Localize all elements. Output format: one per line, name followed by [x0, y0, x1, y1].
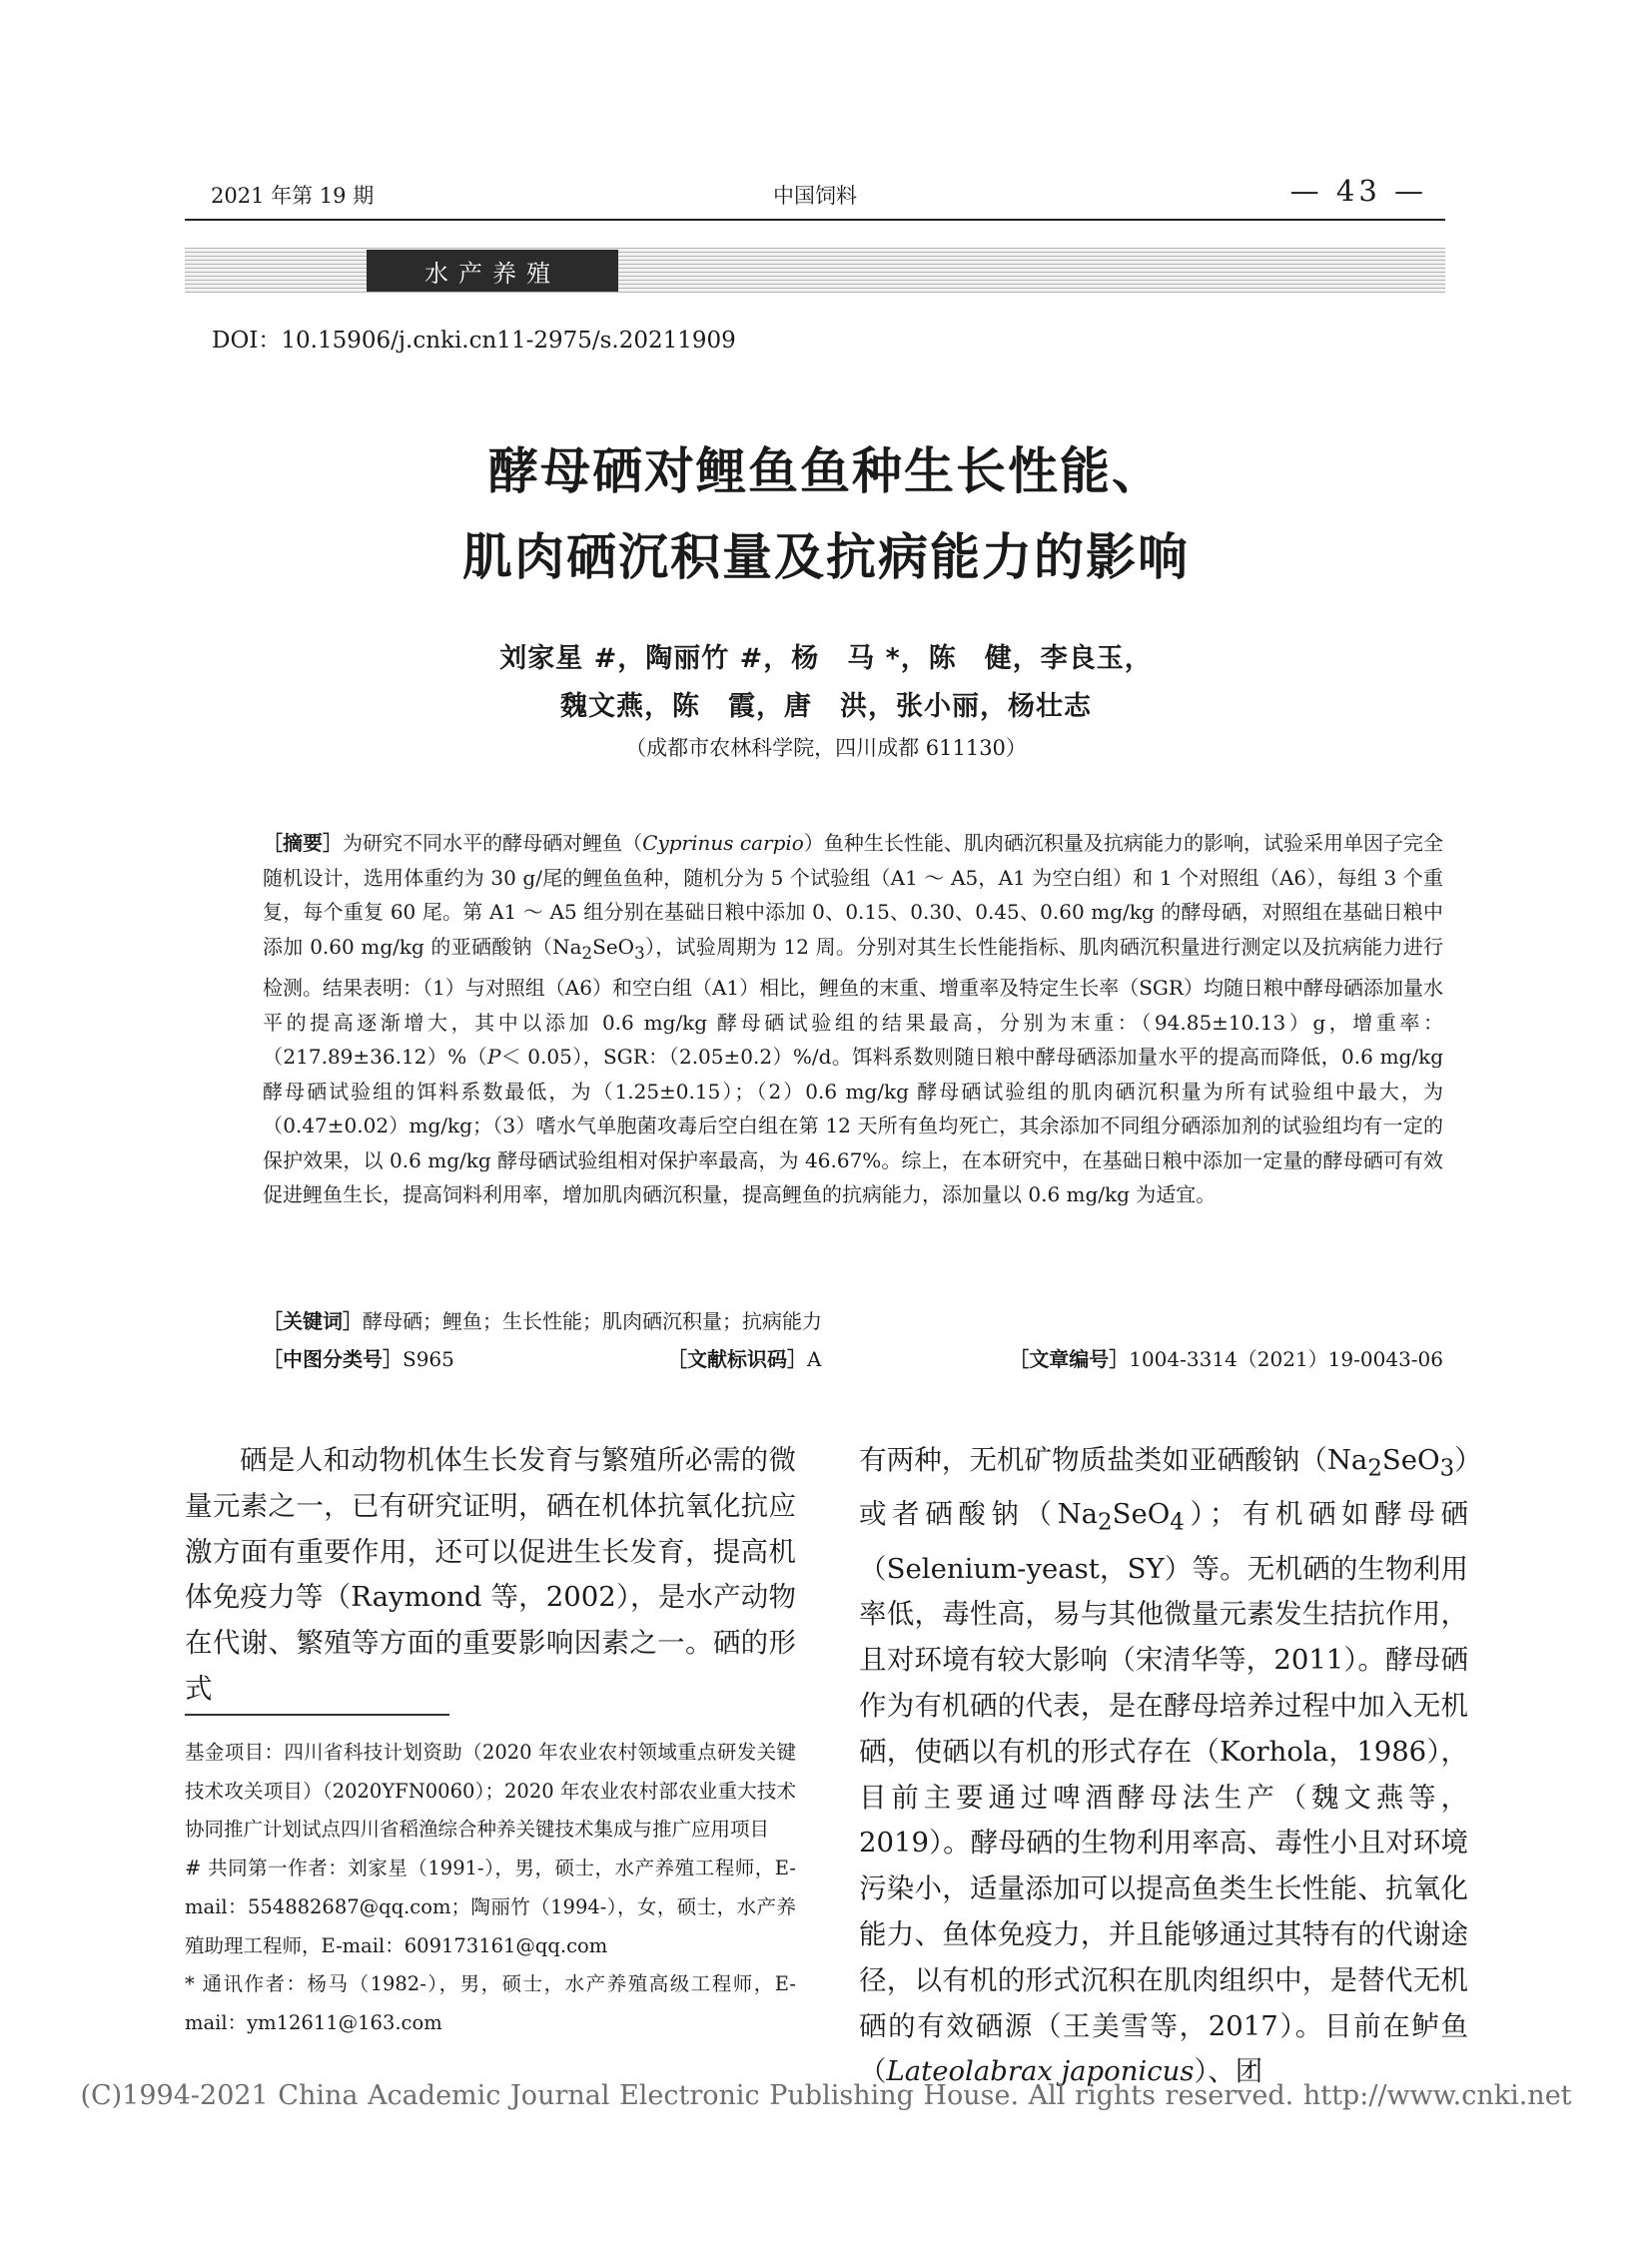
- abstract-text: 为研究不同水平的酵母硒对鲤鱼（: [343, 831, 643, 855]
- body-left-column: [185, 1438, 796, 1713]
- footnote-first-author: # 共同第一作者：刘家星（1991-），男，硕士，水产养殖工程师，E-mail：554882687@qq.com；陶丽竹（1994-），女，硕士，水产养殖助理工程师，E-mail：609173161@qq.com: [185, 1857, 796, 1957]
- doi: DOI：10.15906/j.cnki.cn11-2975/s.20211909: [212, 328, 736, 354]
- document-code-value: A: [807, 1347, 822, 1371]
- clc-number: [263, 1343, 454, 1372]
- article-number: [1009, 1343, 1443, 1372]
- subscript: 3: [634, 943, 645, 963]
- body-text: SeO: [1381, 1444, 1440, 1476]
- subscript: 3: [1439, 1455, 1455, 1482]
- article-number-value: 1004-3314（2021）19-0043-06: [1129, 1347, 1443, 1371]
- issue-label: 2021 年第 19 期: [211, 184, 375, 208]
- keywords-text: 酵母硒；鲤鱼；生长性能；肌肉硒沉积量；抗病能力: [363, 1309, 822, 1333]
- p-symbol: P: [487, 1045, 501, 1069]
- footnote-rule: [185, 1714, 449, 1716]
- section-label: 水产养殖: [367, 250, 618, 292]
- document-code: [667, 1343, 821, 1372]
- subscript: 2: [581, 943, 593, 963]
- header-rule: [185, 219, 1445, 221]
- body-text: ）；有机硒如酵母硒（Selenium-yeast，SY）等。无机硒的生物利用率低，毒性高，易与其他微量元素发生拮抗作用，且对环境有较大影响（宋清华等，2011）。酵母硒作为有机硒的代表，是在酵母培养过程中加入无机硒，使硒以有机的形式存在（Korhola，1986），目前主要通过啤酒酵母法生产（魏文燕等，2019）。酵母硒的生物利用率高、毒性小且对环境污染小，适量添加可以提高鱼类生长性能、抗氧化能力、鱼体免疫力，并且能够通过其特有的代谢途径，以有机的形式沉积在肌肉组织中，是替代无机硒的有效硒源（王美雪等，2017）。目前在鲈鱼（: [859, 1498, 1468, 2088]
- body-text: 有两种，无机矿物质盐类如亚硒酸钠（Na: [859, 1444, 1368, 1476]
- footnote-corresponding: * 通讯作者：杨马（1982-），男，硕士，水产养殖高级工程师，E-mail：ym12611@163.com: [185, 1972, 796, 2034]
- footnotes: [185, 1734, 796, 2043]
- abstract-text: SeO: [592, 934, 635, 959]
- keywords: [263, 1305, 822, 1334]
- footnote-fund: 基金项目：四川省科技计划资助（2020 年农业农村领域重点研发关键技术攻关项目）（2020YFN0060）；2020 年农业农村部农业重大技术协同推广计划试点四川省稻渔综合种养关键技术集成与推广应用项目: [185, 1741, 796, 1842]
- abstract-label: ［摘要］: [263, 831, 344, 855]
- article-title-line1: 酵母硒对鲤鱼鱼种生长性能、: [488, 442, 1164, 500]
- journal-name: 中国饲料: [773, 184, 857, 208]
- copyright-watermark: (C)1994-2021 China Academic Journal Electronic Publishing House. All rights reserved. http://www.cnki.net: [80, 2080, 1572, 2111]
- abstract-text: ），试验周期为 12 周。分别对其生长性能指标、肌肉硒沉积量进行测定以及抗病能力进行检测。结果表明：（1）与对照组（A6）和空白组（A1）相比，鲤鱼的末重、增重率及特定生长率（SGR）均随日粮中酵母硒添加量水平的提高逐渐增大，其中以添加 0.6 mg/kg 酵母硒试验组的结果最高，分别为末重：（94.85±10.13）g，增重率：（217.89±36.12）%（: [263, 934, 1443, 1069]
- page-number: — 43 —: [1289, 174, 1427, 208]
- abstract: [263, 826, 1443, 1212]
- article-title-line2: 肌肉硒沉积量及抗病能力的影响: [462, 528, 1190, 586]
- affiliation: （成都市农林科学院，四川成都 611130）: [625, 736, 1027, 760]
- authors-line2: 魏文燕，陈 霞，唐 洪，张小丽，杨壮志: [560, 691, 1092, 722]
- authors-line1: 刘家星 #，陶丽竹 #，杨 马 *，陈 健，李良玉，: [499, 643, 1153, 674]
- abstract-text: ＜ 0.05），SGR：（2.05±0.2）%/d。饵料系数则随日粮中酵母硒添加量水平的提高而降低，0.6 mg/kg 酵母硒试验组的饵料系数最低，为（1.25±0.15）；（2）0.6 mg/kg 酵母硒试验组的肌肉硒沉积量为所有试验组中最大，为（0.47±0.02）mg/kg；（3）嗜水气单胞菌攻毒后空白组在第 12 天所有鱼均死亡，其余添加不同组分硒添加剂的试验组均有一定的保护效果，以 0.6 mg/kg 酵母硒试验组相对保护率最高，为 46.67%。综上，在本研究中，在基础日粮中添加一定量的酵母硒可有效促进鲤鱼生长，提高饲料利用率，增加肌肉硒沉积量，提高鲤鱼的抗病能力，添加量以 0.6 mg/kg 为适宜。: [263, 1045, 1443, 1206]
- species-name: Lateolabrax japonicus: [886, 2055, 1195, 2088]
- body-paragraph: [859, 1438, 1468, 2095]
- document-code-label: ［文献标识码］: [667, 1347, 807, 1371]
- classification-row: [263, 1343, 1443, 1375]
- species-name: Cyprinus carpio: [642, 831, 804, 855]
- subscript: 2: [1367, 1455, 1382, 1482]
- body-paragraph: 硒是人和动物机体生长发育与繁殖所必需的微量元素之一，已有研究证明，硒在机体抗氧化抗应激方面有重要作用，还可以促进生长发育，提高机体免疫力等（Raymond 等，2002），是水产动物在代谢、繁殖等方面的重要影响因素之一。硒的形式: [185, 1444, 796, 1705]
- clc-label: ［中图分类号］: [263, 1347, 403, 1371]
- body-text: ）、团: [1194, 2055, 1263, 2088]
- body-right-column: [859, 1438, 1468, 2095]
- subscript: 4: [1170, 1509, 1185, 1536]
- running-header: [185, 172, 1445, 220]
- body-text: ）或者硒酸钠（Na: [859, 1444, 1469, 1531]
- keywords-label: ［关键词］: [263, 1309, 363, 1333]
- article-number-label: ［文章编号］: [1009, 1347, 1130, 1371]
- subscript: 2: [1098, 1509, 1113, 1536]
- clc-value: S965: [403, 1347, 454, 1371]
- body-text: SeO: [1112, 1498, 1171, 1531]
- abstract-text: ）鱼种生长性能、肌肉硒沉积量及抗病能力的影响，试验采用单因子完全随机设计，选用体重约为 30 g/尾的鲤鱼鱼种，随机分为 5 个试验组（A1 ～ A5，A1 为空白组）和 1 个对照组（A6），每组 3 个重复，每个重复 60 尾。第 A1 ～ A5 组分别在基础日粮中添加 0、0.15、0.30、0.45、0.60 mg/kg 的酵母硒，对照组在基础日粮中添加 0.60 mg/kg 的亚硒酸钠（Na: [263, 831, 1444, 959]
